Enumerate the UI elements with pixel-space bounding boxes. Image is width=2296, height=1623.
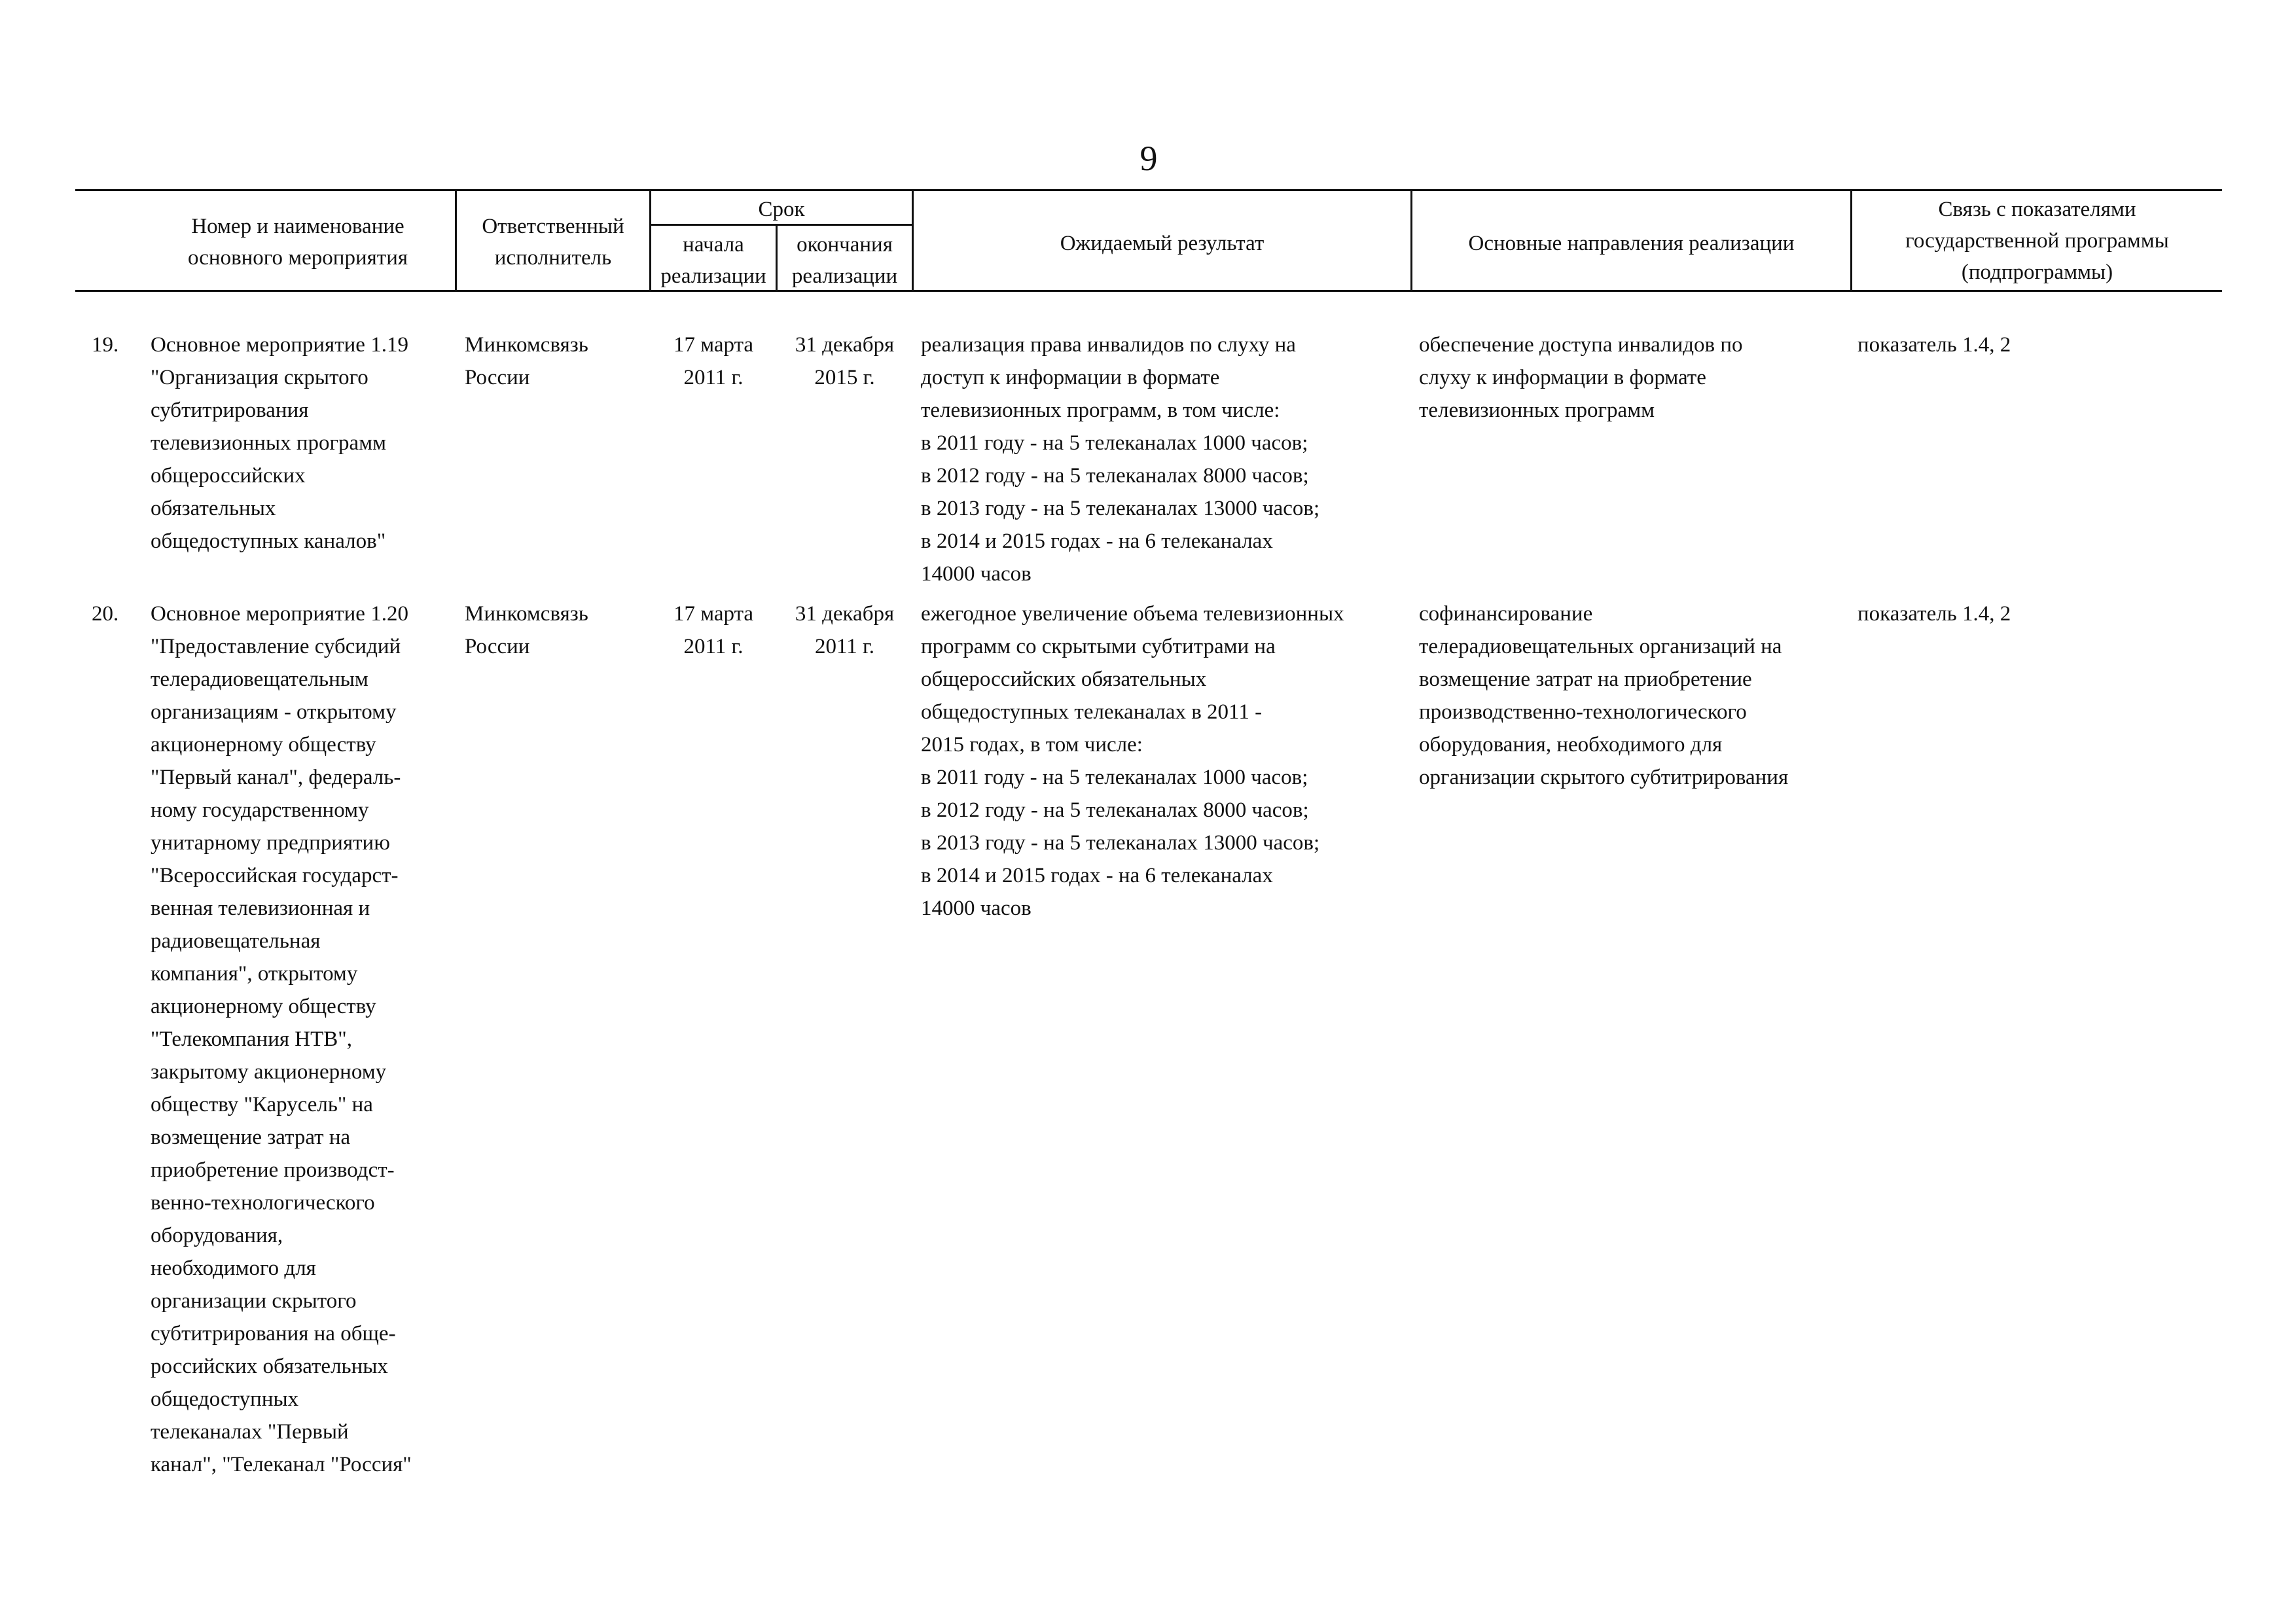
row-19-directions: обеспечение доступа инвалидов по слуху к информации в формате телевизионных программ [1419, 333, 1743, 422]
row-20-name: Основное мероприятие 1.20 "Предоставление субсидий телерадиовещательным организациям - открытому акционерному обществу "Первый канал", федераль- ному государственному унитарному предприятию "Всероссийская государст- венная телевизионная и радиовещательная компания", открытому акционерному обществу "Телекомпания НТВ", закрытому акционерному обществу "Карусель" на возмещение затрат на приобретение производст- венно-технологического оборудования, необходимого для организации скрытого субтитрирования на обще- российских обязательных общедоступных телеканалах "Первый канал", "Телеканал "Россия" [151, 602, 412, 1476]
header-name: Номер и наименование основного мероприятия [187, 215, 408, 270]
row-20-number: 20. [92, 602, 119, 626]
row-19-start: 17 марта 2011 г. [673, 333, 754, 389]
row-20-link: показатель 1.4, 2 [1857, 602, 2011, 626]
row-19-result: реализация права инвалидов по слуху на доступ к информации в формате телевизионных программ, в том числе: в 2011 году - на 5 телеканалах 1000 часов; в 2012 году - на 5 телеканалах 8000 часов; в 2013 году - на 5 телеканалах 13000 часов; в 2014 и 2015 годах - на 6 телеканалах 14000 часов [921, 333, 1320, 586]
header-term: Срок [758, 198, 805, 221]
row-19-number: 19. [92, 333, 119, 357]
row-19-name: Основное мероприятие 1.19 "Организация скрытого субтитрирования телевизионных программ общероссийских обязательных общедоступных каналов" [151, 333, 408, 553]
row-20-executor: Минкомсвязь России [465, 602, 588, 658]
header-link: Связь с показателями государственной программы (подпрограммы) [1905, 198, 2169, 284]
row-19-end: 31 декабря 2015 г. [795, 333, 895, 389]
header-executor: Ответственный исполнитель [482, 215, 624, 270]
row-20-start: 17 марта 2011 г. [673, 602, 754, 658]
header-start: начала реализации [660, 233, 766, 288]
row-20-directions: софинансирование телерадиовещательных организаций на возмещение затрат на приобретение производственно-технологического оборудования, необходимого для организации скрытого субтитрирования [1419, 602, 1789, 789]
header-bottom-rule [75, 290, 2222, 292]
header-result: Ожидаемый результат [1060, 232, 1265, 255]
row-19-link: показатель 1.4, 2 [1857, 333, 2011, 357]
header-end: окончания реализации [791, 233, 898, 288]
header-directions: Основные направления реализации [1468, 232, 1795, 255]
page-number: 9 [1139, 139, 1158, 178]
header-top-rule [75, 189, 2222, 191]
row-20-result: ежегодное увеличение объема телевизионных программ со скрытыми субтитрами на общероссийских обязательных общедоступных телеканалах в 2011 - 2015 годах, в том числе: в 2011 году - на 5 телеканалах 1000 часов; в 2012 году - на 5 телеканалах 8000 часов; в 2013 году - на 5 телеканалах 13000 часов; в 2014 и 2015 годах - на 6 телеканалах 14000 часов [921, 602, 1344, 920]
row-20-end: 31 декабря 2011 г. [795, 602, 895, 658]
row-19-executor: Минкомсвязь России [465, 333, 588, 389]
